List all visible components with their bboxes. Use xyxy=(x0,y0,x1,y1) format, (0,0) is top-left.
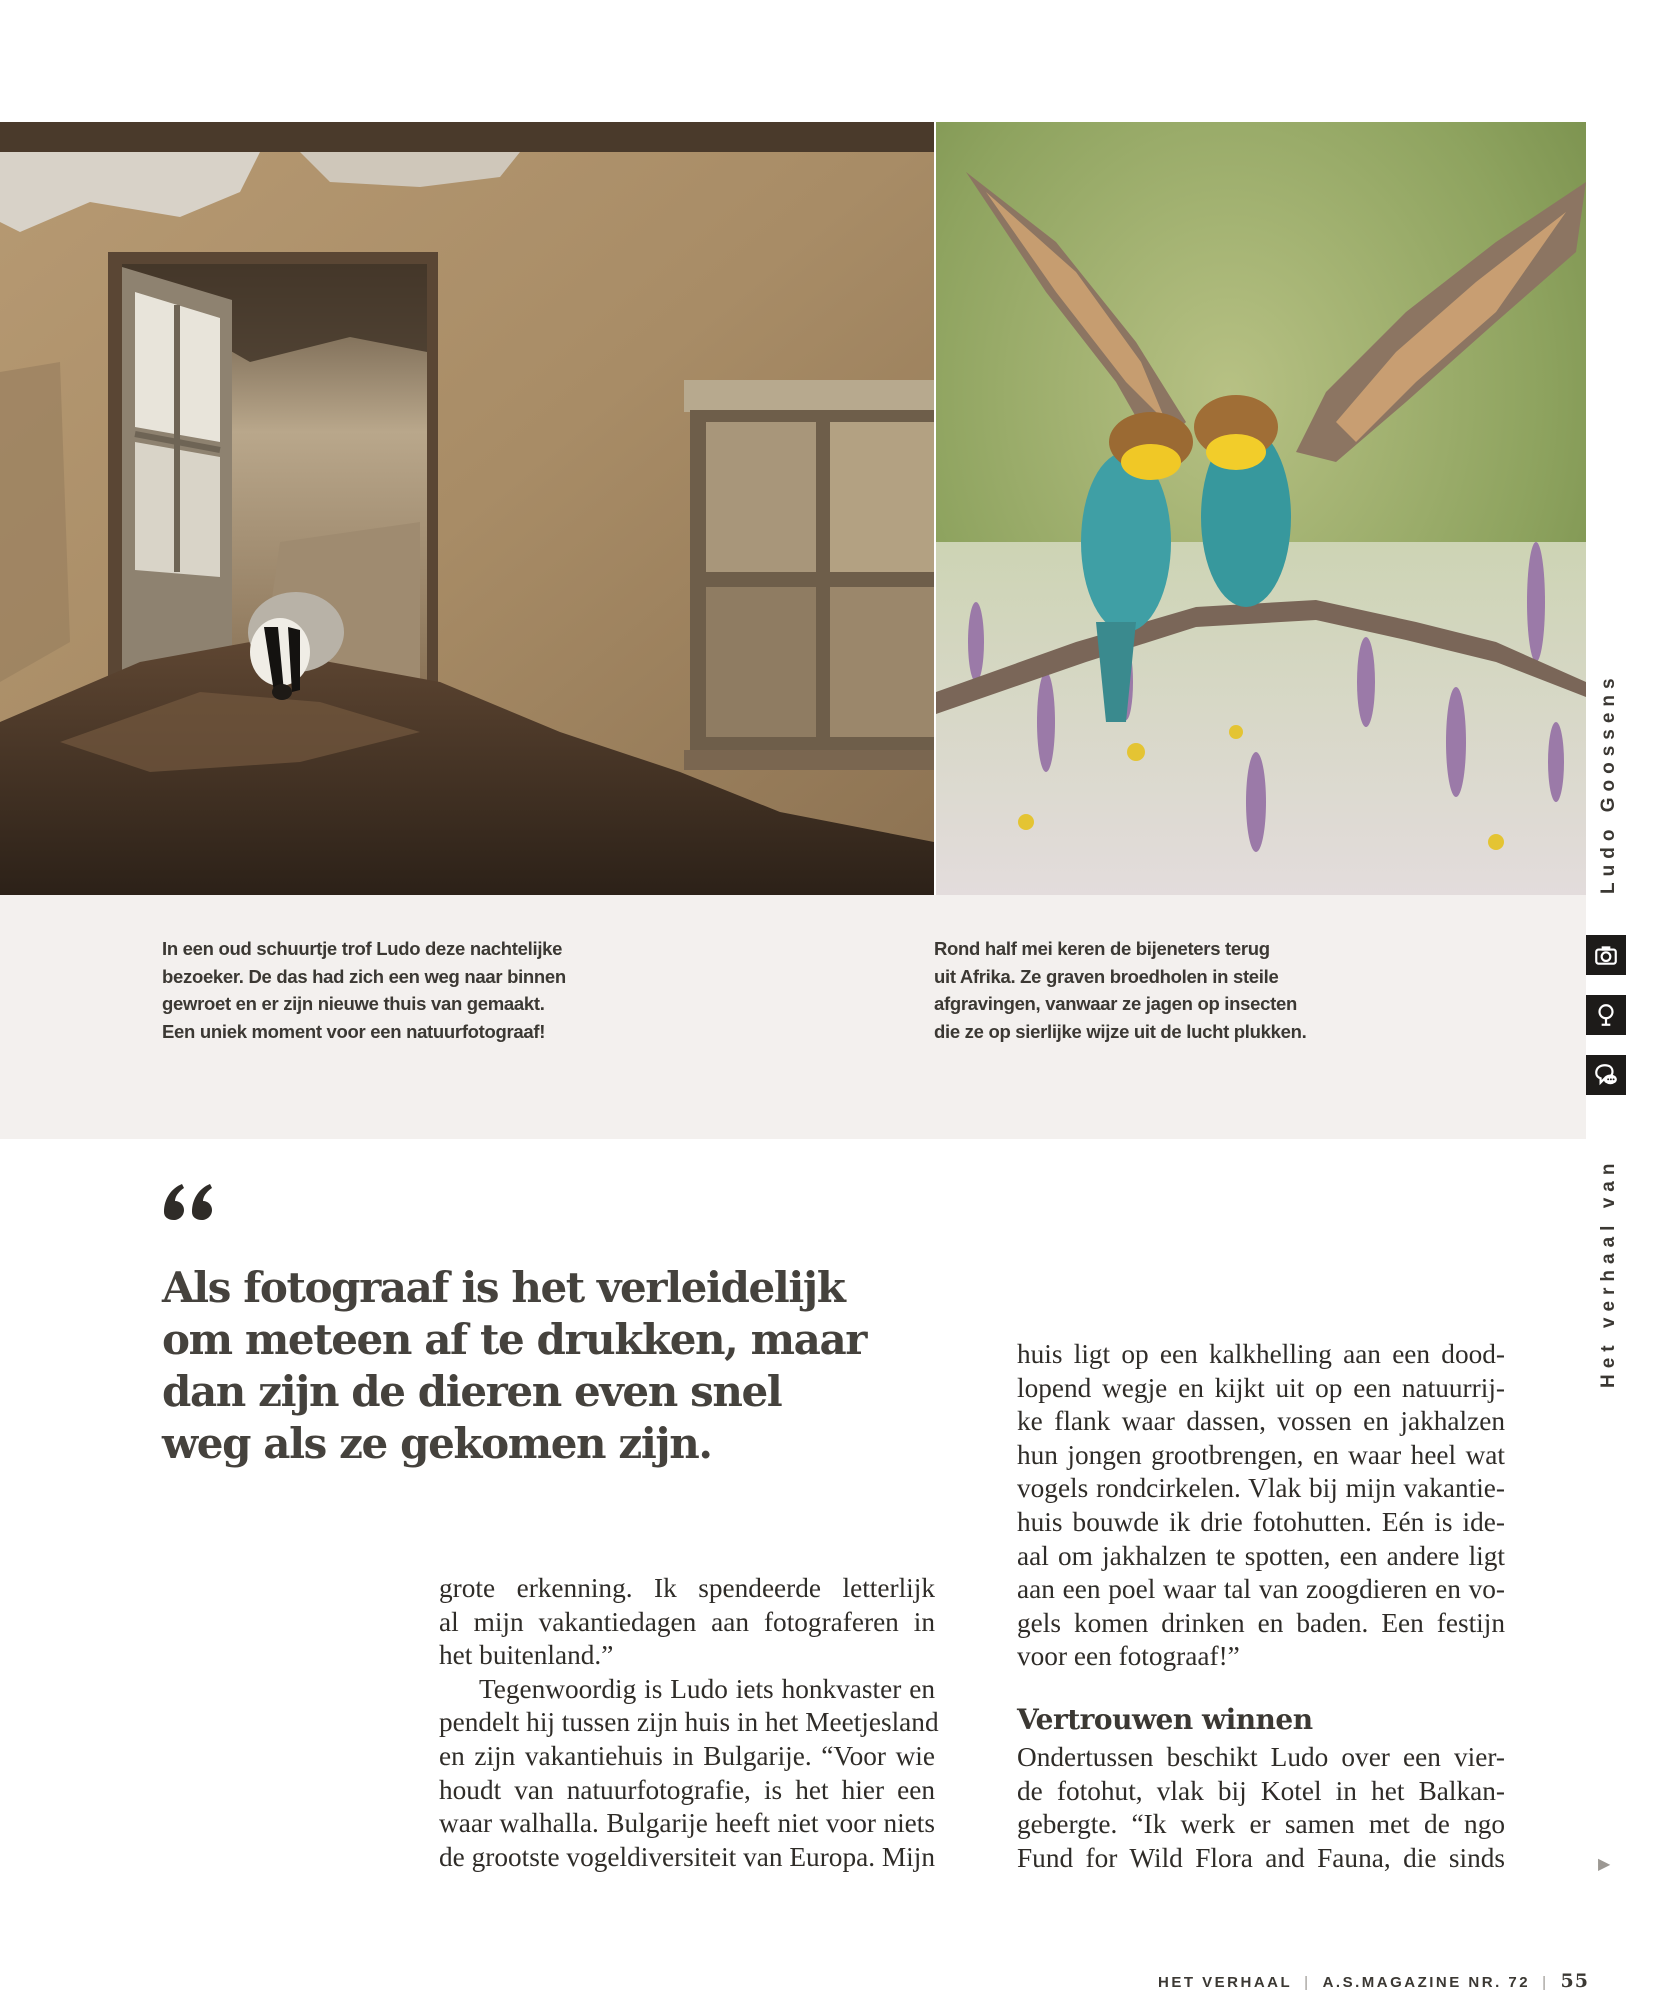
body-line: grote erkenning. Ik spendeerde letterlijk xyxy=(439,1573,935,1603)
side-author-label: Ludo Goossens xyxy=(1598,672,1619,894)
footer-section: HET VERHAAL xyxy=(1158,1974,1293,1991)
footer-divider: | xyxy=(1304,1974,1311,1991)
caption-badger xyxy=(162,935,566,1045)
section-subheading: Vertrouwen winnen xyxy=(1017,1703,1313,1736)
body-line: huis ligt op een kalkhelling aan een dood- xyxy=(1017,1339,1505,1369)
location-pin-icon[interactable] xyxy=(1586,995,1626,1035)
pull-quote-line: weg als ze gekomen zijn. xyxy=(162,1419,712,1468)
body-line: Fund for Wild Flora and Fauna, die sinds xyxy=(1017,1842,1505,1873)
continue-arrow-icon: ▶ xyxy=(1598,1856,1611,1873)
caption-line: uit Afrika. Ze graven broedholen in steile xyxy=(934,965,1279,987)
caption-line: Een uniek moment voor een natuurfotograaf! xyxy=(162,1020,546,1042)
body-line: Ondertussen beschikt Ludo over een vier- xyxy=(1017,1742,1505,1772)
camera-icon[interactable] xyxy=(1586,935,1626,975)
caption-line: die ze op sierlijke wijze uit de lucht plukken. xyxy=(934,1020,1307,1042)
caption-line: afgravingen, vanwaar ze jagen op insecten xyxy=(934,993,1297,1014)
page-footer xyxy=(1158,1970,1589,1992)
bee-eater-photo xyxy=(936,122,1586,895)
body-line: aan een poel waar tal van zoogdieren en vo- xyxy=(1017,1574,1505,1605)
body-line: pendelt hij tussen zijn huis in het Meetjesland xyxy=(439,1707,939,1738)
side-story-label: Het verhaal van xyxy=(1598,1157,1619,1388)
body-line: de grootste vogeldiversiteit van Europa. Mijn xyxy=(439,1841,935,1872)
body-line: aal om jakhalzen te spotten, een andere ligt xyxy=(1017,1540,1505,1571)
body-line: voor een fotograaf!” xyxy=(1017,1641,1240,1672)
chat-bubble-icon[interactable] xyxy=(1586,1055,1626,1095)
body-line: hun jongen grootbrengen, en waar heel wat xyxy=(1017,1439,1505,1470)
caption-line: gewroet en er zijn nieuwe thuis van gemaakt. xyxy=(162,993,545,1014)
body-line: lopend wegje en kijkt uit op een natuurrij- xyxy=(1017,1372,1505,1403)
badger-photo xyxy=(0,122,934,895)
body-line: het buitenland.” xyxy=(439,1640,614,1671)
footer-magazine: A.S.MAGAZINE NR. 72 xyxy=(1322,1974,1531,1991)
body-line: Tegenwoordig is Ludo iets honkvaster en xyxy=(479,1673,935,1704)
body-line: waar walhalla. Bulgarije heeft niet voor niets xyxy=(439,1808,935,1839)
page-number: 55 xyxy=(1560,1970,1589,1992)
footer-divider: | xyxy=(1542,1974,1549,1991)
body-line: en zijn vakantiehuis in Bulgarije. “Voor wie xyxy=(439,1740,935,1771)
pull-quote-line: om meteen af te drukken, maar xyxy=(162,1315,867,1364)
body-column-right-bottom xyxy=(1017,1741,1505,1875)
body-line: ke flank waar dassen, vossen en jakhalzen xyxy=(1017,1406,1505,1437)
body-line: vogels rondcirkelen. Vlak bij mijn vakantie- xyxy=(1017,1473,1505,1504)
caption-bee-eaters xyxy=(934,935,1306,1045)
body-line: al mijn vakantiedagen aan fotograferen in xyxy=(439,1606,935,1637)
body-line: de fotohut, vlak bij Kotel in het Balkan- xyxy=(1017,1775,1505,1806)
pull-quote-line: Als fotograaf is het verleidelijk xyxy=(162,1263,845,1312)
caption-line: In een oud schuurtje trof Ludo deze nachtelijke xyxy=(162,938,563,959)
caption-line: bezoeker. De das had zich een weg naar binnen xyxy=(162,965,566,987)
body-line: houdt van natuurfotografie, is het hier een xyxy=(439,1774,935,1805)
body-column-right-top xyxy=(1017,1338,1505,1674)
pull-quote-line: dan zijn de dieren even snel xyxy=(162,1367,782,1416)
body-line: gebergte. “Ik werk er samen met de ngo xyxy=(1017,1809,1505,1840)
body-line: huis bouwde ik drie fotohutten. Eén is ide- xyxy=(1017,1506,1505,1537)
caption-line: Rond half mei keren de bijeneters terug xyxy=(934,938,1270,959)
body-line: gels komen drinken en baden. Een festijn xyxy=(1017,1607,1505,1638)
body-column-middle xyxy=(439,1572,939,1874)
pull-quote xyxy=(162,1262,922,1470)
quote-mark-icon xyxy=(160,1178,216,1222)
